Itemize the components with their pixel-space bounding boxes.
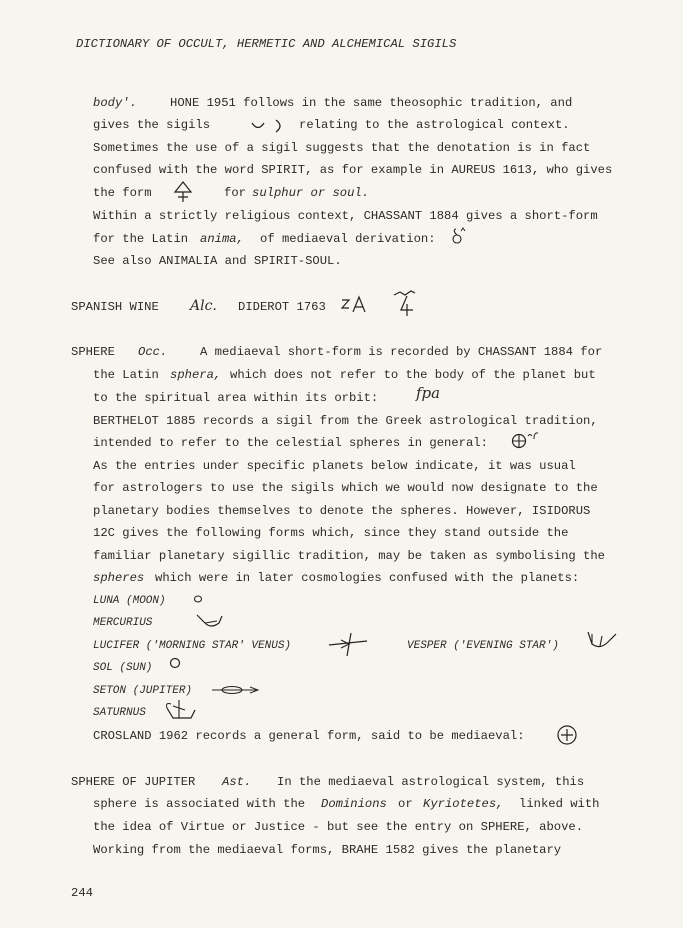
- form-label-luna: LUNA (MOON): [93, 595, 166, 607]
- text-fragment: sulphur or soul.: [252, 186, 370, 200]
- body-line: HONE 1951 follows in the same theosophic tradition, and: [170, 96, 573, 110]
- text-fragment: which were in later cosmologies confused with the planets:: [155, 571, 580, 585]
- text-fragment: for the Latin: [93, 232, 189, 246]
- text-fragment: or: [398, 797, 413, 811]
- form-label-mercurius: MERCURIUS: [93, 617, 153, 629]
- spanish-wine-sigil-icon: [341, 294, 371, 316]
- body-line: the idea of Virtue or Justice - but see the entry on SPHERE, above.: [93, 820, 584, 834]
- body-line: relating to the astrological context.: [299, 118, 570, 132]
- body-line: BERTHELOT 1885 records a sigil from the Greek astrological tradition,: [93, 414, 598, 428]
- celestial-spheres-sigil-icon: [510, 431, 542, 451]
- text-fragment: sphere is associated with the: [93, 797, 306, 811]
- form-label-seton: SETON (JUPITER): [93, 685, 193, 697]
- page-number: 244: [71, 886, 93, 900]
- entry-category: Ast.: [222, 775, 252, 789]
- mercurius-sigil-icon: [195, 612, 225, 632]
- form-label-sol: SOL (SUN): [93, 662, 153, 674]
- text-fragment: sphera,: [170, 368, 222, 382]
- entry-headword: SPHERE: [71, 345, 115, 359]
- moon-crescent-sigil-icon: [250, 118, 290, 134]
- body-line: for astrologers to use the sigils which we would now designate to the: [93, 481, 598, 495]
- entry-category: Alc.: [190, 298, 217, 314]
- form-label-saturnus: SATURNUS: [93, 707, 146, 719]
- body-line: In the mediaeval astrological system, this: [277, 775, 585, 789]
- body-line: Working from the mediaeval forms, BRAHE 1582 gives the planetary: [93, 843, 562, 857]
- running-header: DICTIONARY OF OCCULT, HERMETIC AND ALCHEMICAL SIGILS: [76, 37, 457, 51]
- entry-headword: SPANISH WINE: [71, 300, 159, 314]
- text-fragment: Kyriotetes,: [423, 797, 504, 811]
- entry-reference: DIDEROT 1763: [238, 300, 326, 314]
- body-line: intended to refer to the celestial spheres in general:: [93, 436, 488, 450]
- body-line: Within a strictly religious context, CHASSANT 1884 gives a short-form: [93, 209, 598, 223]
- text-fragment: body'.: [93, 96, 137, 110]
- anima-sigil-icon: [450, 226, 468, 246]
- body-line: 12C gives the following forms which, since they stand outside the: [93, 526, 569, 540]
- lucifer-sigil-icon: [327, 630, 369, 658]
- sphera-handwritten-sigil: fpa: [416, 384, 441, 402]
- luna-sigil-icon: [193, 594, 205, 604]
- text-fragment: Dominions: [321, 797, 387, 811]
- text-fragment: of mediaeval derivation:: [260, 232, 436, 246]
- text-fragment: anima,: [200, 232, 244, 246]
- text-fragment: which does not refer to the body of the planet but: [230, 368, 596, 382]
- body-line: CROSLAND 1962 records a general form, said to be mediaeval:: [93, 729, 525, 743]
- body-line: planetary bodies themselves to denote the spheres. However, ISIDORUS: [93, 504, 591, 518]
- spanish-wine-alt-sigil-icon: [393, 290, 419, 318]
- body-line: gives the sigils: [93, 118, 211, 132]
- body-line: A mediaeval short-form is recorded by CHASSANT 1884 for: [200, 345, 603, 359]
- sol-sigil-icon: [169, 656, 183, 670]
- text-fragment: linked with: [519, 797, 600, 811]
- text-fragment: the Latin: [93, 368, 159, 382]
- entry-category: Occ.: [138, 345, 168, 359]
- body-line: familiar planetary sigillic tradition, may be taken as symbolising the: [93, 549, 605, 563]
- vesper-sigil-icon: [586, 630, 618, 652]
- entry-headword: SPHERE OF JUPITER: [71, 775, 196, 789]
- form-label-lucifer: LUCIFER ('MORNING STAR' VENUS): [93, 640, 292, 652]
- body-line: to the spiritual area within its orbit:: [93, 391, 379, 405]
- general-sphere-sigil-icon: [556, 724, 578, 746]
- text-fragment: spheres: [93, 571, 145, 585]
- seton-sigil-icon: [210, 683, 260, 697]
- text-fragment: for: [224, 186, 246, 200]
- form-label-vesper: VESPER ('EVENING STAR'): [407, 640, 559, 652]
- body-line: confused with the word SPIRIT, as for example in AUREUS 1613, who gives: [93, 163, 613, 177]
- body-line: Sometimes the use of a sigil suggests that the denotation is in fact: [93, 141, 591, 155]
- saturnus-sigil-icon: [163, 696, 199, 722]
- body-line: As the entries under specific planets below indicate, it was usual: [93, 459, 576, 473]
- sulphur-soul-sigil-icon: [172, 180, 194, 204]
- body-line: the form: [93, 186, 152, 200]
- body-line: See also ANIMALIA and SPIRIT-SOUL.: [93, 254, 342, 268]
